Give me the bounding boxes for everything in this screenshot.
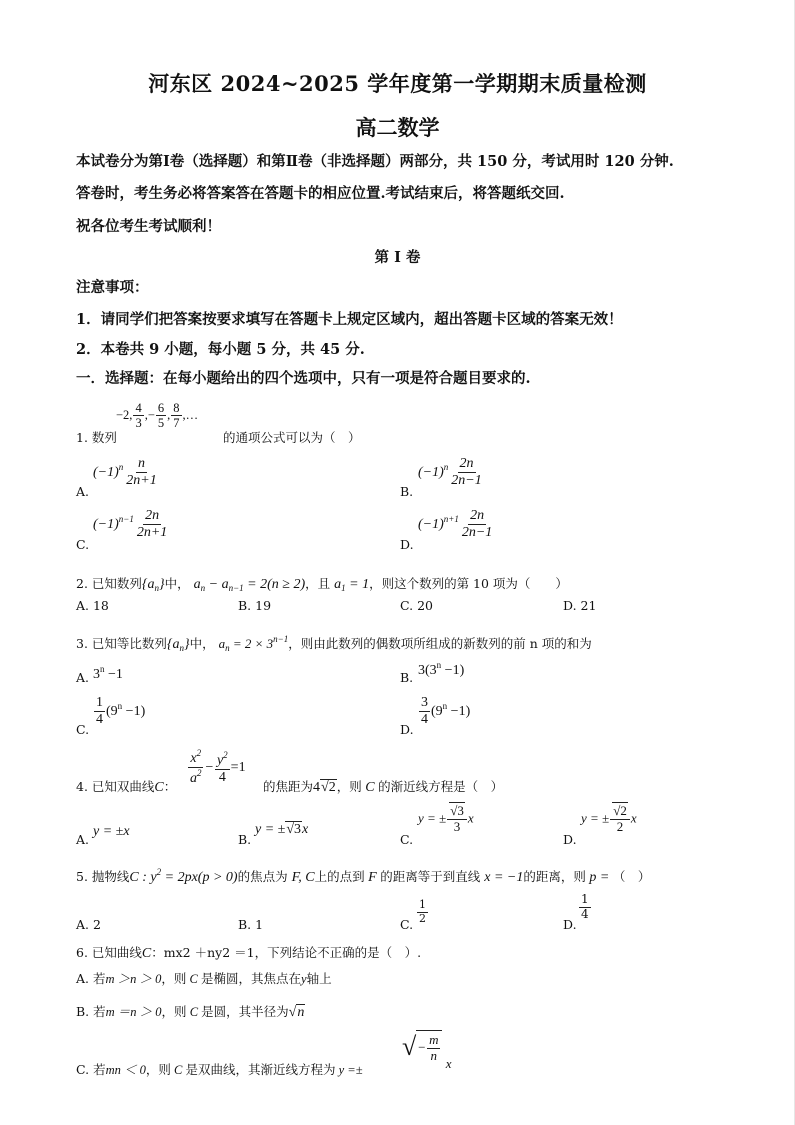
q5-option-d-label: D.: [563, 917, 577, 932]
q3-option-c-formula: $\frac{1}{4}$ $(9^n -1)$: [96, 695, 146, 728]
q5-option-b: B. 1: [238, 917, 264, 932]
q4-option-b-label: B.: [238, 832, 252, 847]
q5-option-c-label: C.: [400, 917, 414, 932]
q1-option-d-label: D.: [400, 537, 414, 552]
q1-option-c-label: C.: [76, 537, 90, 552]
q1-prefix: 1. 数列: [76, 430, 117, 445]
q4-tail: 的焦距为4√2，则 C 的渐近线方程是（ ）: [263, 779, 504, 795]
part1-heading: 第 I 卷: [374, 249, 421, 266]
q4-option-a-label: A.: [76, 832, 90, 847]
q4-hyperbola-equation: $\frac{x^2}{a^2}$ − $\frac{y^2}{4}$ =1: [190, 748, 246, 787]
q4-option-d-label: D.: [563, 832, 577, 847]
q6-option-c: C. 若mn ＜ 0，则 C 是双曲线，其渐近线方程为 y =±: [76, 1062, 363, 1077]
q3-option-c-label: C.: [76, 722, 90, 737]
intro-line-3: 祝各位考生考试顺利！: [76, 218, 221, 235]
q3-option-b-formula: $3(3^n -1)$: [418, 660, 465, 678]
q1-option-d-formula: $(-1)^{n+1}$ $\frac{2n}{2n-1}$: [418, 508, 493, 541]
q3-option-d-label: D.: [400, 722, 414, 737]
page-subtitle: 高二数学: [355, 115, 440, 140]
q6-option-a: A. 若m ＞n ＞ 0，则 C 是椭圆，其焦点在y轴上: [76, 971, 332, 986]
q5-option-c-formula: $\frac{1}{2}$: [419, 898, 426, 925]
q2-stem: 2. 已知数列$\{a_n\}$中， $a_n - a_{n-1} = 2(n \ge 2)$，且 $a_1 = 1$，则这个数列的第 10 项为（ ）: [76, 576, 568, 593]
q3-option-a-formula: $3^n -1$: [93, 664, 123, 682]
notes-title: 注意事项：: [76, 279, 149, 296]
q5-option-a: A. 2: [76, 917, 101, 932]
q4-option-a-formula: y = ±x: [93, 824, 130, 839]
q3-option-a-label: A.: [76, 670, 90, 685]
q4-option-b-formula: y = ±√3x: [255, 822, 309, 837]
q6-stem: 6. 已知曲线C：mx2 ＋ny2 ＝1，下列结论不正确的是（ ）.: [76, 945, 422, 961]
q3-option-b-label: B.: [400, 670, 414, 685]
page-title: 河东区 2024~2025 学年度第一学期期末质量检测: [148, 71, 647, 96]
q1-option-a-formula: $(-1)^n$ $\frac{n}{2n+1}$: [93, 456, 157, 489]
section-heading: 一．选择题：在每小题给出的四个选项中，只有一项是符合题目要求的.: [76, 370, 531, 387]
q2-option-d: D. 21: [563, 598, 597, 613]
q4-prefix: 4. 已知双曲线C：: [76, 779, 177, 795]
q1-sequence: −2, $\frac{4}{3}$ ,− $\frac{6}{5}$ , $\frac{8}{7}$ ,…: [116, 401, 199, 431]
note-1: 1．请同学们把答案按要求填写在答题卡上规定区域内，超出答题卡区域的答案无效！: [76, 311, 623, 328]
q4-option-c-formula: y = ± $\frac{√3}{3}$ x: [418, 803, 474, 834]
q5-stem: 5. 抛物线C : $y^2 = 2px(p > 0)$的焦点为 F, C上的点到 F 的距离等于到直线 x = −1的距离，则 p = （ ）: [76, 867, 651, 885]
intro-line-2: 答卷时，考生务必将答案答在答题卡的相应位置.考试结束后，将答题纸交回.: [76, 185, 565, 202]
q1-option-b-formula: $(-1)^n$ $\frac{2n}{2n-1}$: [418, 456, 482, 489]
q2-option-a: A. 18: [76, 598, 109, 613]
q3-option-d-formula: $\frac{3}{4}$ $(9^n -1)$: [421, 695, 471, 728]
q4-option-d-formula: y = ± $\frac{√2}{2}$ x: [581, 803, 637, 834]
q6-option-b: B. 若m ＝n ＞ 0，则 C 是圆，其半径为√n: [76, 1004, 305, 1020]
q3-stem: 3. 已知等比数列$\{a_n\}$中， $a_n = 2 \times 3^{n-1}$，则由此数列的偶数项所组成的新数列的前 n 项的和为: [76, 634, 592, 653]
q5-option-d-formula: $\frac{1}{4}$: [581, 892, 589, 921]
q6-option-c-formula: √− $\frac{m}{n}$ x: [402, 1031, 452, 1071]
q1-option-c-formula: $(-1)^{n-1}$ $\frac{2n}{2n+1}$: [93, 508, 168, 541]
q2-option-c: C. 20: [400, 598, 433, 613]
intro-line-1: 本试卷分为第Ⅰ卷（选择题）和第Ⅱ卷（非选择题）两部分，共 150 分，考试用时 120 分钟.: [76, 153, 674, 170]
q2-option-b: B. 19: [238, 598, 272, 613]
q1-suffix: 的通项公式可以为（ ）: [223, 430, 361, 445]
q4-option-c-label: C.: [400, 832, 414, 847]
note-2: 2．本卷共 9 小题，每小题 5 分，共 45 分.: [76, 341, 365, 358]
q1-option-a-label: A.: [76, 484, 90, 499]
q1-option-b-label: B.: [400, 484, 414, 499]
